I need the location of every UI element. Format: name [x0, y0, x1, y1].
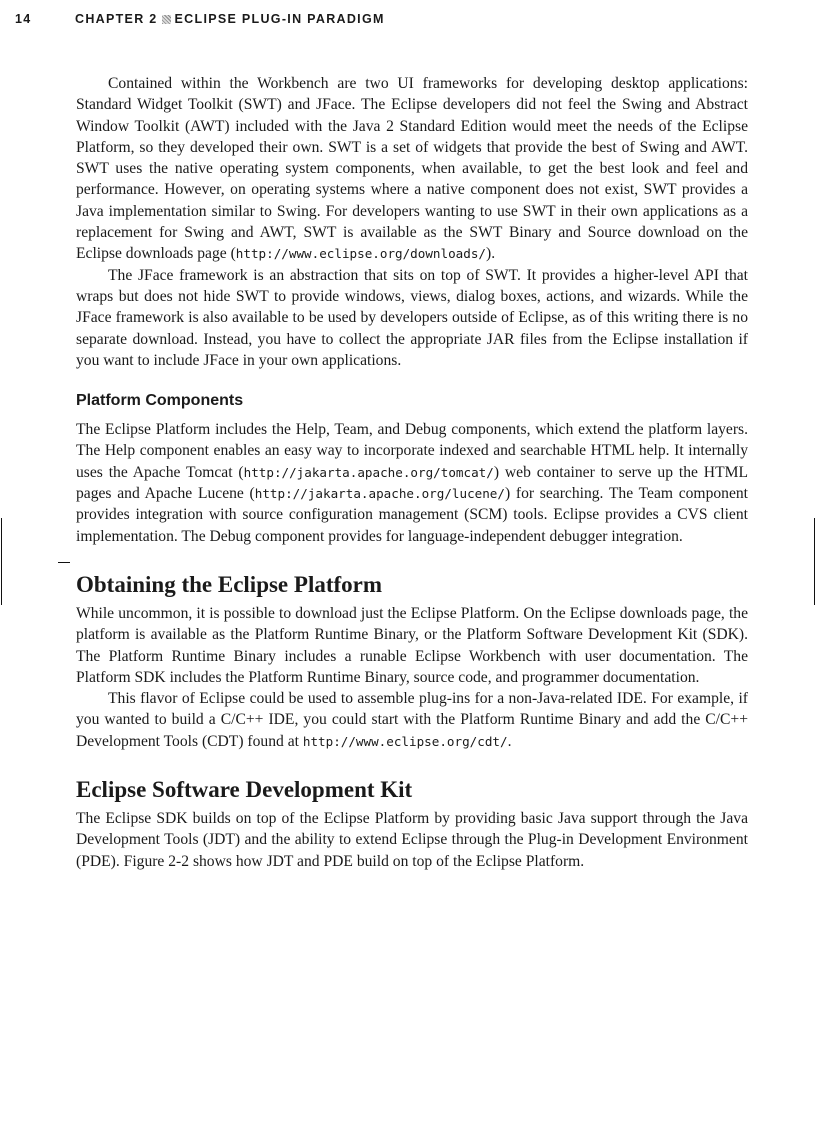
section-heading-platform-components: Platform Components — [76, 392, 244, 410]
paragraph-text: ) for searching. The Team component provides integration with source configuration management (SCM) tools. Eclipse provides a CVS client implementation. The Debug component provides for language-independent debugger integration. — [76, 485, 749, 545]
paragraph-text: This flavor of Eclipse could be used to assemble plug-ins for a non-Java-related IDE. For example, if you wanted to build a C/C++ IDE, you could start with the Platform Runtime Binary and add the C/C++ Development Tools (CDT) found at — [76, 690, 748, 750]
section-heading-sdk: Eclipse Software Development Kit — [76, 777, 413, 803]
paragraph-swt — [76, 73, 748, 265]
paragraph-platform-components — [76, 419, 748, 547]
header-separator-icon — [162, 15, 171, 24]
paragraph-sdk: The Eclipse SDK builds on top of the Eclipse Platform by providing basic Java support through the Java Development Tools (JDT) and the ability to extend Eclipse through the Plug-in Development Environment (PDE). Figure 2-2 shows how JDT and PDE build on top of the Eclipse Platform. — [76, 810, 748, 870]
url-downloads[interactable]: http://www.eclipse.org/downloads/ — [235, 246, 487, 262]
section-heading-obtaining-platform: Obtaining the Eclipse Platform — [76, 571, 383, 597]
left-margin-mark — [1, 518, 2, 605]
paragraph-obtaining: While uncommon, it is possible to download just the Eclipse Platform. On the Eclipse downloads page, the platform is available as the Platform Runtime Binary, or the Platform Software Development Kit (SDK). The Platform Runtime Binary includes a runable Eclipse Workbench with user documentation. The Platform SDK includes the Platform Runtime Binary, source code, and programmer documentation. — [76, 604, 748, 686]
page-body — [76, 73, 748, 872]
paragraph-flavor — [76, 688, 748, 752]
paragraph-text: ). — [486, 245, 496, 263]
fold-mark — [58, 562, 70, 563]
chapter-label: CHAPTER 2 — [75, 12, 158, 26]
paragraph-jface: The JFace framework is an abstraction that sits on top of SWT. It provides a higher-level API that wraps but does not hide SWT to provide windows, views, dialog boxes, actions, and wizards. While the JFace framework is also available to be used by developers outside of Eclipse, as of this writing there is no separate download. Instead, you have to collect the appropriate JAR files from the Eclipse installation if you want to include JFace in your own applications. — [76, 266, 748, 369]
url-tomcat[interactable]: http://jakarta.apache.org/tomcat/ — [243, 464, 494, 480]
url-lucene[interactable]: http://jakarta.apache.org/lucene/ — [254, 486, 505, 502]
paragraph-text: The Eclipse Platform includes the Help, Team, and Debug components, which extend the platform layers. The Help component enables an easy way to incorporate indexed and searchable HTML help. It internally uses the Apache Tomcat ( — [76, 421, 748, 481]
right-margin-mark — [814, 518, 815, 605]
page-number: 14 — [15, 12, 32, 26]
paragraph-text: . — [507, 732, 512, 750]
chapter-header — [75, 12, 385, 26]
chapter-title: ECLIPSE PLUG-IN PARADIGM — [174, 12, 385, 26]
url-cdt[interactable]: http://www.eclipse.org/cdt/ — [302, 733, 508, 749]
paragraph-text: Contained within the Workbench are two UI frameworks for developing desktop applications: Standard Widget Toolkit (SWT) and JFace. The Eclipse developers did not feel the Swing and Abstract Window Toolkit (AWT) included with the Java 2 Standard Edition would meet the needs of the Eclipse Platform, so they developed their own. SWT is a set of widgets that provide the best of Swing and AWT. SWT uses the native operating system components, when available, to get the best look and feel and performance. However, on operating systems where a native component does not exist, SWT provides a Java implementation similar to Swing. For developers wanting to use SWT in their own applications as a replacement for Swing and AWT, SWT is available as the SWT Binary and Source download on the Eclipse downloads page ( — [76, 75, 748, 263]
paragraph-text: ) web container to serve up the HTML pages and Apache Lucene ( — [76, 463, 748, 503]
running-header — [15, 12, 796, 32]
